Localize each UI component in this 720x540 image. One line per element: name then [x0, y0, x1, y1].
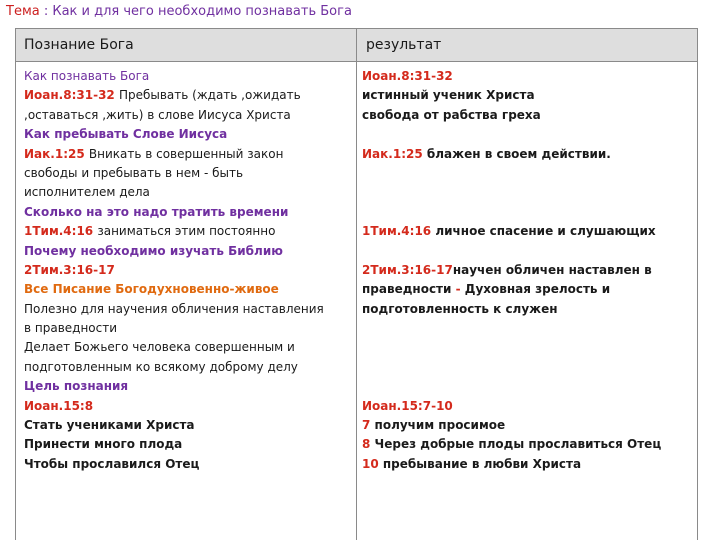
text-segment: 7 — [362, 418, 375, 433]
left-line — [24, 203, 354, 222]
text-segment: Почему необходимо изучать Библию — [24, 243, 283, 258]
text-segment: Полезно для научения обличения наставления — [24, 301, 324, 316]
right-line — [362, 435, 696, 454]
text-segment: подготовленным ко всякому доброму делу — [24, 359, 298, 374]
right-line — [362, 455, 696, 474]
text-segment: - — [455, 282, 465, 297]
text-segment: Вникать в совершенный закон — [88, 146, 284, 161]
text-segment: пребывание в любви Христа — [382, 456, 582, 471]
left-line — [24, 164, 354, 183]
right-line — [362, 300, 696, 319]
text-segment: свободы и пребывать в нем - быть — [24, 165, 244, 180]
right-line — [362, 242, 696, 261]
right-line — [362, 203, 696, 222]
right-line — [362, 125, 696, 144]
text-segment: Через добрые плоды прославиться Отец — [374, 437, 662, 452]
text-segment: Как познавать Бога — [24, 69, 150, 83]
left-line — [24, 106, 354, 125]
text-segment: 1Тим.4:16 — [362, 224, 436, 239]
text-segment: Пребывать (ждать ,ожидать — [118, 88, 301, 103]
right-line — [362, 377, 696, 396]
text-segment: в праведности — [24, 321, 118, 336]
right-line — [362, 358, 696, 377]
text-segment: ,оставаться ,жить) в слове Иисуса Христа — [24, 107, 291, 122]
right-line — [362, 106, 696, 125]
text-segment: Иоан.15:8 — [24, 398, 94, 413]
header-result: результат — [366, 37, 442, 53]
left-line — [24, 86, 354, 105]
left-column — [24, 67, 354, 474]
left-line — [24, 183, 354, 202]
left-line — [24, 261, 354, 280]
text-segment: подготовленность к служен — [362, 301, 558, 316]
left-line — [24, 455, 354, 474]
left-line — [24, 300, 354, 319]
left-line — [24, 67, 354, 86]
right-line — [362, 261, 696, 280]
left-line — [24, 338, 354, 357]
text-segment: 2Тим.3:16-17 — [24, 262, 115, 277]
right-line — [362, 164, 696, 183]
right-column — [362, 67, 696, 474]
right-line — [362, 67, 696, 86]
text-segment: Иоан.15:7-10 — [362, 398, 453, 413]
column-divider — [356, 29, 357, 540]
left-line — [24, 377, 354, 396]
text-segment: 2Тим.3:16-17 — [362, 262, 453, 277]
text-segment: Делает Божьего человека совершенным и — [24, 340, 295, 355]
header-cognition: Познание Бога — [24, 37, 134, 53]
right-line — [362, 319, 696, 338]
text-segment: Духовная зрелость и — [464, 282, 611, 297]
text-segment: исполнителем дела — [24, 185, 150, 200]
text-segment: 8 — [362, 437, 375, 452]
text-segment: Цель познания — [24, 379, 129, 394]
text-segment: 1Тим.4:16 — [24, 224, 98, 239]
left-line — [24, 435, 354, 454]
text-segment: Иак.1:25 — [24, 146, 89, 161]
page-title — [6, 4, 352, 20]
title-prefix: Тема — [6, 4, 40, 19]
text-segment: Все Писание Богодухновенно-живое — [24, 282, 279, 297]
left-line — [24, 242, 354, 261]
text-segment: Чтобы прославился Отец — [24, 456, 200, 471]
left-line — [24, 280, 354, 299]
title-text: : Как и для чего необходимо познавать Бога — [39, 4, 352, 19]
left-line — [24, 145, 354, 164]
text-segment: личное спасение и слушающих — [435, 224, 656, 239]
text-segment: 10 — [362, 456, 383, 471]
text-segment: Принести много плода — [24, 437, 183, 452]
text-segment: блажен в своем действии. — [426, 146, 611, 161]
left-line — [24, 416, 354, 435]
left-line — [24, 397, 354, 416]
left-line — [24, 358, 354, 377]
text-segment: Иоан.8:31-32 — [362, 69, 453, 83]
left-line — [24, 319, 354, 338]
text-segment: Сколько на это надо тратить времени — [24, 204, 289, 219]
right-line — [362, 145, 696, 164]
left-line — [24, 125, 354, 144]
right-line — [362, 280, 696, 299]
content-table — [15, 28, 698, 540]
text-segment: Иоан.8:31-32 — [24, 88, 119, 103]
right-line — [362, 222, 696, 241]
text-segment: праведности — [362, 282, 456, 297]
right-line — [362, 416, 696, 435]
text-segment: заниматься этим постоянно — [97, 224, 276, 239]
text-segment: свобода от рабства греха — [362, 107, 541, 122]
text-segment: получим просимое — [374, 418, 506, 433]
text-segment: истинный ученик Христа — [362, 88, 535, 103]
text-segment: научен обличен наставлен в — [452, 262, 652, 277]
right-line — [362, 86, 696, 105]
right-line — [362, 397, 696, 416]
left-line — [24, 222, 354, 241]
text-segment: Как пребывать Слове Иисуса — [24, 127, 228, 142]
text-segment: Иак.1:25 — [362, 146, 427, 161]
text-segment: Стать учениками Христа — [24, 418, 195, 433]
right-line — [362, 183, 696, 202]
right-line — [362, 338, 696, 357]
